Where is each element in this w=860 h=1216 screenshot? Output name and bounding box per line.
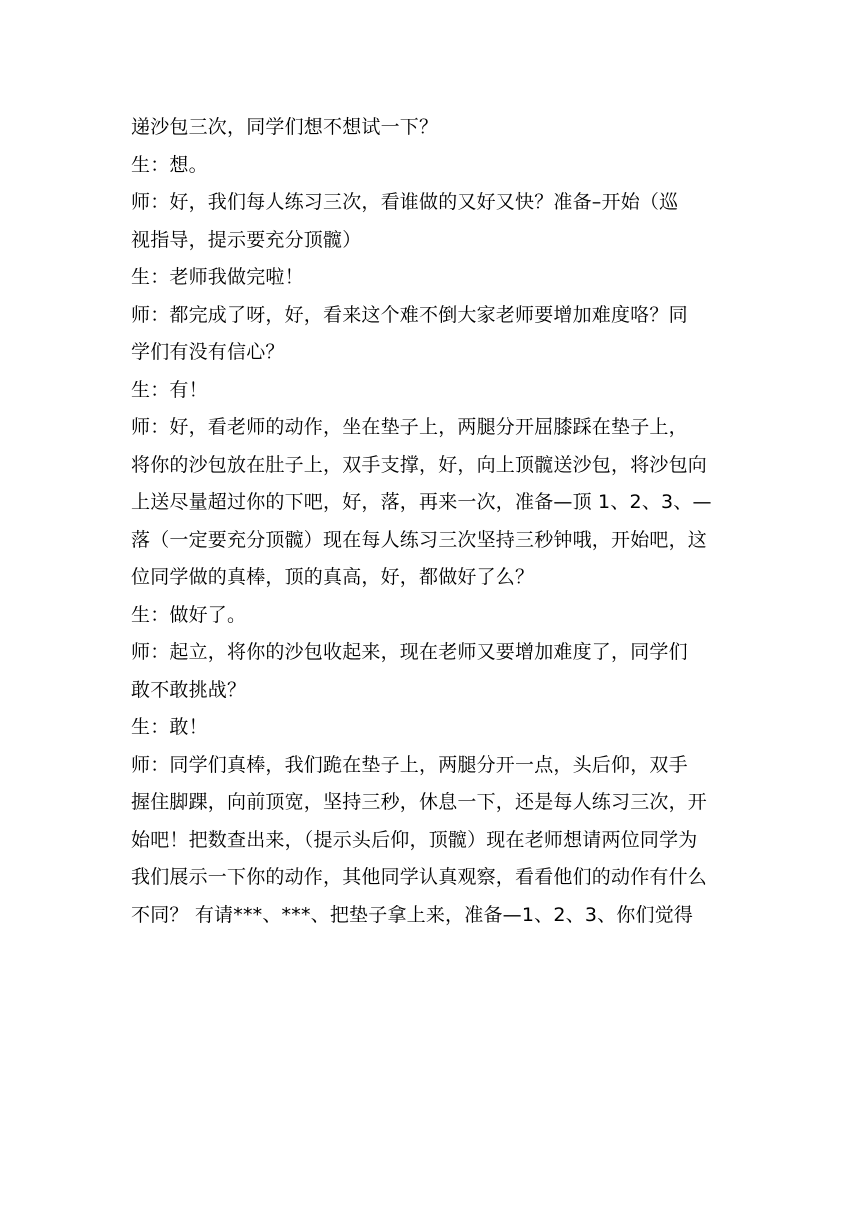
text-line: 师：好，我们每人练习三次，看谁做的又好又快？准备–开始（巡 xyxy=(131,191,679,213)
text-line: 敢不敢挑战？ xyxy=(131,678,247,701)
document-body xyxy=(131,109,729,934)
text-line: 生：敢！ xyxy=(131,716,208,738)
text-line: 将你的沙包放在肚子上，双手支撑，好，向上顶髋送沙包，将沙包向 xyxy=(131,453,708,476)
text-line: 落（一定要充分顶髋）现在每人练习三次坚持三秒钟哦，开始吧，这 xyxy=(131,528,708,551)
text-line: 上送尽量超过你的下吧，好，落，再来一次，准备—顶 1、2、3、— xyxy=(131,491,712,513)
text-line: 不同？ 有请***、***、把垫子拿上来，准备—1、2、3、你们觉得 xyxy=(131,903,694,926)
text-line: 师：起立，将你的沙包收起来，现在老师又要增加难度了，同学们 xyxy=(131,641,688,663)
text-line: 师：都完成了呀，好，看来这个难不倒大家老师要增加难度咯？同 xyxy=(131,303,688,326)
text-line: 递沙包三次，同学们想不想试一下？ xyxy=(131,116,439,138)
text-line: 握住脚踝，向前顶宽，坚持三秒，休息一下，还是每人练习三次，开 xyxy=(131,791,708,813)
text-line: 我们展示一下你的动作，其他同学认真观察，看看他们的动作有什么 xyxy=(131,866,708,888)
text-line: 视指导，提示要充分顶髋） xyxy=(131,228,362,251)
text-line: 位同学做的真棒，顶的真高，好，都做好了么？ xyxy=(131,566,535,588)
text-line: 始吧！把数查出来，（提示头后仰，顶髋）现在老师想请两位同学为 xyxy=(131,828,698,851)
text-line: 师：好，看老师的动作，坐在垫子上，两腿分开屈膝踩在垫子上， xyxy=(131,416,688,438)
text-line: 师：同学们真棒，我们跪在垫子上，两腿分开一点，头后仰，双手 xyxy=(131,753,688,776)
text-line: 生：想。 xyxy=(131,153,208,176)
text-line: 学们有没有信心？ xyxy=(131,341,285,363)
text-line: 生：老师我做完啦！ xyxy=(131,266,304,288)
text-line: 生：有！ xyxy=(131,378,208,401)
text-line: 生：做好了。 xyxy=(131,603,247,626)
